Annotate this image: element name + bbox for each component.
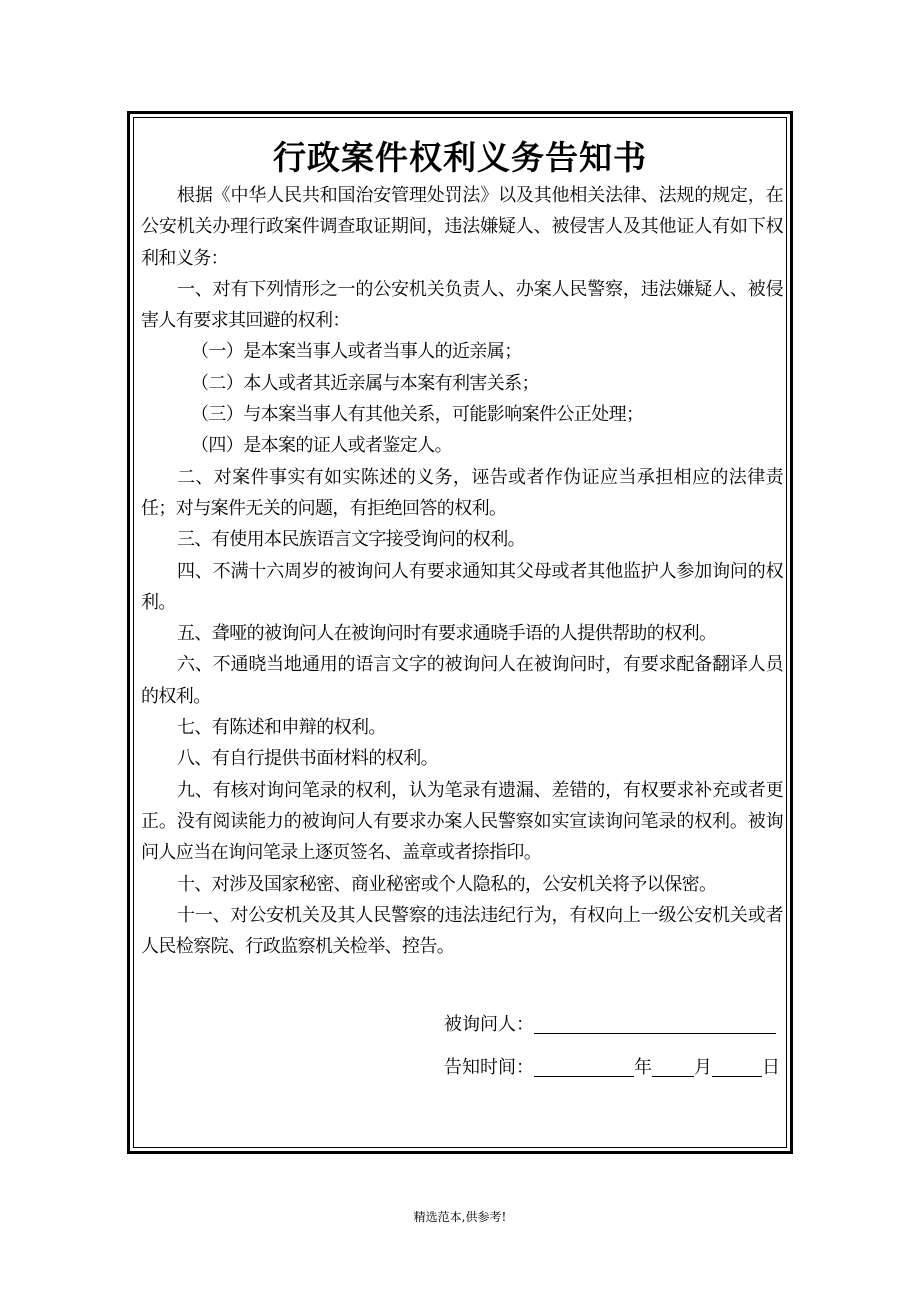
month-blank[interactable] bbox=[652, 1056, 694, 1077]
intro-paragraph: 根据《中华人民共和国治安管理处罚法》以及其他相关法律、法规的规定，在公安机关办理行政案件调查取证期间，违法嫌疑人、被侵害人及其他证人有如下权利和义务： bbox=[141, 185, 783, 269]
item-3-paragraph: 三、有使用本民族语言文字接受询问的权利。 bbox=[177, 529, 525, 551]
document-body bbox=[141, 180, 783, 962]
notice-time-label: 告知时间： bbox=[444, 1057, 534, 1078]
page-footer: 精选范本,供参考! bbox=[413, 1210, 507, 1224]
item-9-paragraph: 九、有核对询问笔录的权利，认为笔录有遗漏、差错的，有权要求补充或者更正。没有阅读能力的被询问人有要求办案人民警察如实宣读询问笔录的权利。被询问人应当在询问笔录上逐页签名、盖章或者捺指印。 bbox=[141, 779, 783, 864]
item-10-paragraph: 十、对涉及国家秘密、商业秘密或个人隐私的，公安机关将予以保密。 bbox=[177, 873, 717, 895]
interviewee-signature-line[interactable] bbox=[534, 1013, 776, 1034]
subitem-3-paragraph: （三）与本案当事人有其他关系，可能影响案件公正处理； bbox=[191, 404, 644, 426]
item-7-paragraph: 七、有陈述和申辩的权利。 bbox=[177, 717, 386, 739]
item-4-paragraph: 四、不满十六周岁的被询问人有要求通知其父母或者其他监护人参加询问的权利。 bbox=[141, 560, 783, 613]
subitem-4-paragraph: （四）是本案的证人或者鉴定人。 bbox=[191, 435, 452, 457]
interviewee-signature-row bbox=[444, 1010, 789, 1036]
year-blank[interactable] bbox=[534, 1056, 634, 1077]
item-6-paragraph: 六、不通晓当地通用的语言文字的被询问人在被询问时，有要求配备翻译人员的权利。 bbox=[141, 654, 783, 707]
interviewee-label: 被询问人： bbox=[444, 1014, 534, 1035]
notice-time-row bbox=[444, 1053, 789, 1079]
item-8-paragraph: 八、有自行提供书面材料的权利。 bbox=[177, 748, 438, 770]
subitem-2-paragraph: （二）本人或者其近亲属与本案有利害关系； bbox=[191, 372, 539, 394]
item-1-paragraph: 一、对有下列情形之一的公安机关负责人、办案人民警察，违法嫌疑人、被侵害人有要求其回避的权利： bbox=[141, 278, 783, 332]
year-label: 年 bbox=[634, 1057, 652, 1078]
day-label: 日 bbox=[762, 1057, 780, 1078]
item-5-paragraph: 五、聋哑的被询问人在被询问时有要求通晓手语的人提供帮助的权利。 bbox=[177, 623, 717, 645]
subitem-1-paragraph: （一）是本案当事人或者当事人的近亲属； bbox=[191, 341, 522, 363]
document-title: 行政案件权利义务告知书 bbox=[273, 138, 647, 177]
item-2-paragraph: 二、对案件事实有如实陈述的义务，诬告或者作伪证应当承担相应的法律责任；对与案件无关的问题，有拒绝回答的权利。 bbox=[141, 466, 783, 519]
day-blank[interactable] bbox=[712, 1056, 762, 1077]
item-11-paragraph: 十一、对公安机关及其人民警察的违法违纪行为，有权向上一级公安机关或者人民检察院、行政监察机关检举、控告。 bbox=[141, 904, 783, 958]
month-label: 月 bbox=[694, 1057, 712, 1078]
